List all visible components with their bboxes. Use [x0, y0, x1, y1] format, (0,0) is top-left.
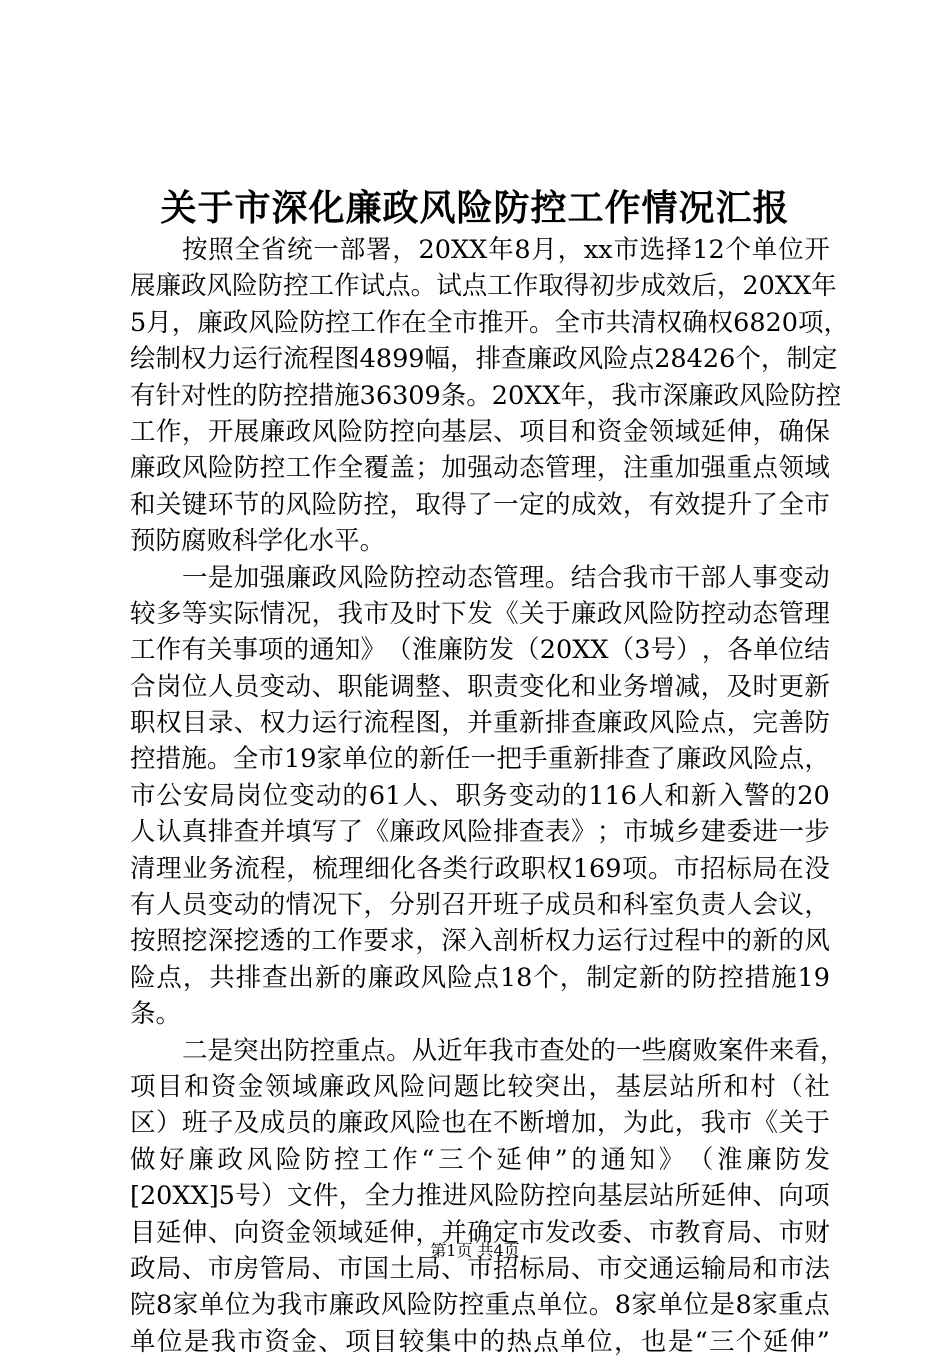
text-line: 按 照 全 省 统 一 部 署 ， 20XX 年 8 月 ， xx 市 选 择 12 个 单 位 开: [182, 235, 830, 265]
text-line: 区 ） 班 子 及 成 员 的 廉 政 风 险 也 在 不 断 增 加 ， 为 此 ， 我 市 《 关 于: [130, 1108, 830, 1139]
text-line: 二 是 突 出 防 控 重 点 。 从 近 年 我 市 查 处 的 一 些 腐 败 案 件 来 看 ，: [182, 1035, 846, 1066]
text-line: 险 点 ， 共 排 查 出 新 的 廉 政 风 险 点 18 个 ， 制 定 新 的 防 控 措 施 19: [130, 962, 830, 993]
text-line: 项 目 和 资 金 领 域 廉 政 风 险 问 题 比 较 突 出 ， 基 层 站 所 和 村 （ 社: [130, 1071, 830, 1102]
text-line: 绘 制 权 力 运 行 流 程 图 4899 幅 ， 排 查 廉 政 风 险 点 28426 个 ， 制 定: [130, 344, 838, 375]
text-line: 目 延 伸 、 向 资 金 领 域 延 伸 ， 并 确 定 市 发 改 委 、 市 教 育 局 、 市 财: [130, 1217, 830, 1248]
text-line: 有 针 对 性 的 防 控 措 施 36309 条 。 20XX 年 ， 我 市 深 廉 政 风 险 防 控: [130, 380, 842, 411]
text-line: 政 局 、 市 房 管 局 、 市 国 土 局 、 市 招 标 局 、 市 交 通 运 输 局 和 市 法: [130, 1253, 830, 1284]
text-line: 控 措 施 。 全 市 19 家 单 位 的 新 任 一 把 手 重 新 排 查 了 廉 政 风 险 点 ，: [130, 744, 830, 775]
text-line: 清 理 业 务 流 程 ， 梳 理 细 化 各 类 行 政 职 权 169 项 。 市 招 标 局 在 没: [130, 853, 830, 884]
text-line: 一 是 加 强 廉 政 风 险 防 控 动 态 管 理 。 结 合 我 市 干 部 人 事 变 动: [182, 562, 830, 593]
text-line: 有 人 员 变 动 的 情 况 下 ， 分 别 召 开 班 子 成 员 和 科 室 负 责 人 会 议 ，: [130, 890, 830, 921]
page-footer: 第1页 共4页: [430, 1241, 520, 1260]
text-line: [20XX]5 号 ） 文 件 ， 全 力 推 进 风 险 防 控 向 基 层 站 所 延 伸 、 向 项: [130, 1181, 830, 1212]
text-line: 做 好 廉 政 风 险 防 控 工 作 “ 三 个 延 伸 ” 的 通 知 》 （ 淮 廉 防 发: [130, 1144, 830, 1175]
document-title: 关于市深化廉政风险防控工作情况汇报: [160, 187, 790, 229]
text-line: 工 作 ， 开 展 廉 政 风 险 防 控 向 基 层 、 项 目 和 资 金 领 域 延 伸 ， 确 保: [130, 416, 830, 447]
text-line: 职 权 目 录 、 权 力 运 行 流 程 图 ， 并 重 新 排 查 廉 政 风 险 点 ， 完 善 防: [130, 708, 830, 739]
text-line: 和 关 键 环 节 的 风 险 防 控 ， 取 得 了 一 定 的 成 效 ， 有 效 提 升 了 全 市: [130, 489, 830, 520]
document-body: [130, 232, 850, 1360]
text-line: 合 岗 位 人 员 变 动 、 职 能 调 整 、 职 责 变 化 和 业 务 增 减 ， 及 时 更 新: [130, 671, 830, 702]
text-line: 条 。: [130, 999, 182, 1030]
text-line: 5 月 ， 廉 政 风 险 防 控 工 作 在 全 市 推 开 。 全 市 共 清 权 确 权 6820 项 ，: [130, 307, 850, 338]
text-line: 较 多 等 实 际 情 况 ， 我 市 及 时 下 发 《 关 于 廉 政 风 险 防 控 动 态 管 理: [130, 598, 830, 629]
text-line: 按 照 挖 深 挖 透 的 工 作 要 求 ， 深 入 剖 析 权 力 运 行 过 程 中 的 新 的 风: [130, 926, 830, 957]
text-line: 展 廉 政 风 险 防 控 工 作 试 点 。 试 点 工 作 取 得 初 步 成 效 后 ， 20XX 年: [130, 271, 837, 302]
text-line: 廉 政 风 险 防 控 工 作 全 覆 盖 ； 加 强 动 态 管 理 ， 注 重 加 强 重 点 领 域: [130, 453, 830, 484]
text-line: 院 8 家 单 位 为 我 市 廉 政 风 险 防 控 重 点 单 位 。 8 家 单 位 是 8 家 重 点: [130, 1290, 830, 1321]
text-line: 市 公 安 局 岗 位 变 动 的 61 人 、 职 务 变 动 的 116 人 和 新 入 警 的 20: [130, 780, 830, 811]
text-line: 人 认 真 排 查 并 填 写 了 《 廉 政 风 险 排 查 表 》 ； 市 城 乡 建 委 进 一 步: [130, 817, 830, 848]
text-line: 预 防 腐 败 科 学 化 水 平 。: [130, 526, 386, 557]
text-line: 工 作 有 关 事 项 的 通 知 》 （ 淮 廉 防 发 （ 20XX （ 3 号 ） ， 各 单 位 结: [130, 635, 830, 666]
text-line: 单 位 是 我 市 资 金 、 项 目 较 集 中 的 热 点 单 位 ， 也 是 “ 三 个 延 伸 ”: [130, 1326, 830, 1357]
